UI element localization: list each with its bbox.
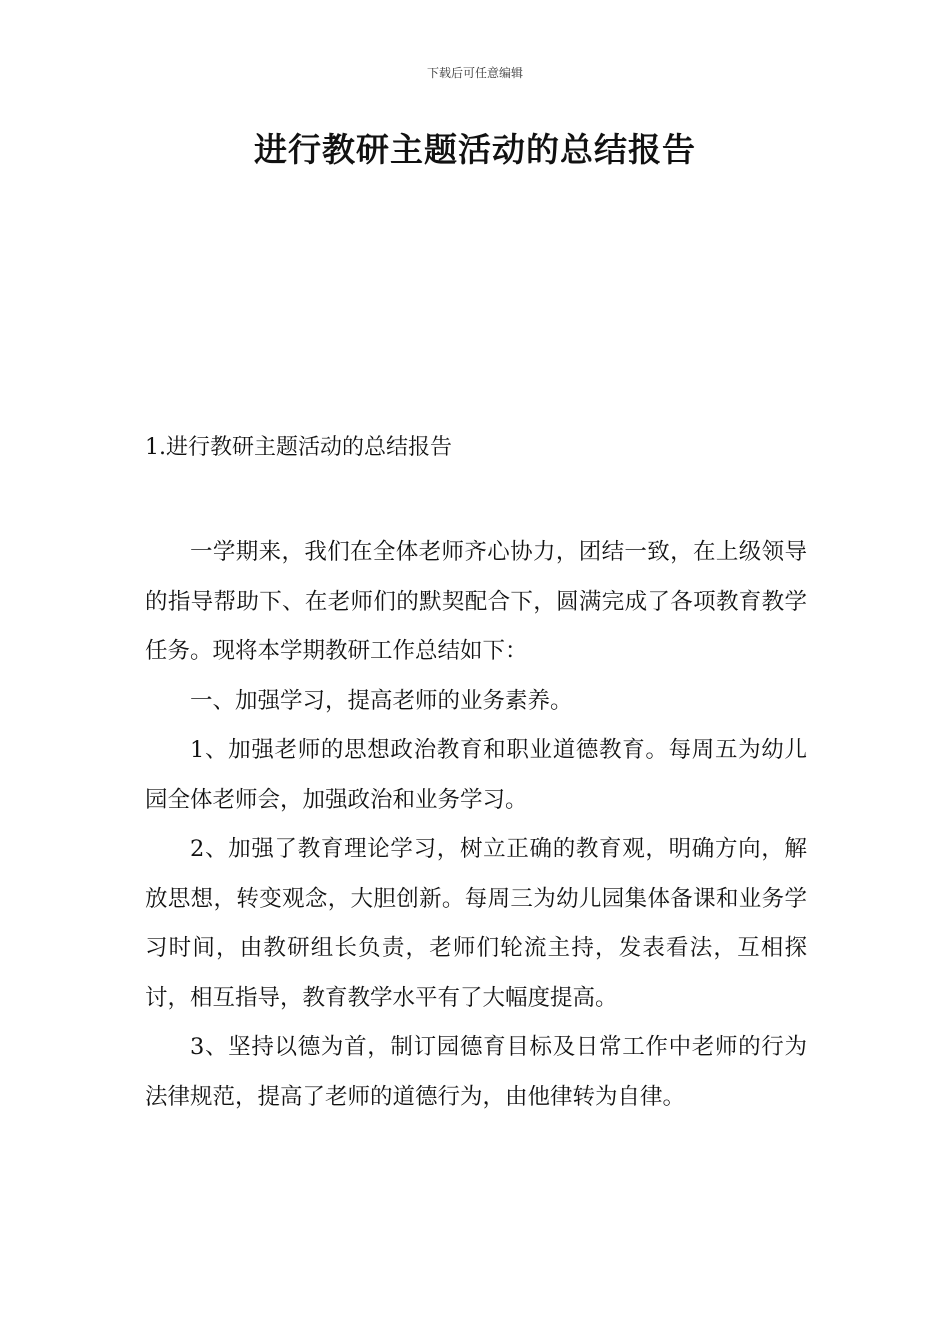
paragraph-item-1: 1、加强老师的思想政治教育和职业道德教育。每周五为幼儿园全体老师会，加强政治和业务学习。 <box>145 737 807 813</box>
paragraph-item-3: 3、坚持以德为首，制订园德育目标及日常工作中老师的行为法律规范，提高了老师的道德行为，由他律转为自律。 <box>145 1034 807 1110</box>
body-text <box>145 528 807 1122</box>
paragraph-intro: 一学期来，我们在全体老师齐心协力，团结一致，在上级领导的指导帮助下、在老师们的默契配合下，圆满完成了各项教育教学任务。现将本学期教研工作总结如下： <box>145 539 807 664</box>
section-heading: 1.进行教研主题活动的总结报告 <box>145 435 452 460</box>
paragraph-item-2: 2、加强了教育理论学习，树立正确的教育观，明确方向，解放思想，转变观念，大胆创新。每周三为幼儿园集体备课和业务学习时间，由教研组长负责，老师们轮流主持，发表看法，互相探讨，相互指导，教育教学水平有了大幅度提高。 <box>145 836 807 1011</box>
header-note: 下载后可任意编辑 <box>426 66 523 80</box>
paragraph-heading-one: 一、加强学习，提高老师的业务素养。 <box>190 687 573 714</box>
document-title: 进行教研主题活动的总结报告 <box>254 130 696 169</box>
